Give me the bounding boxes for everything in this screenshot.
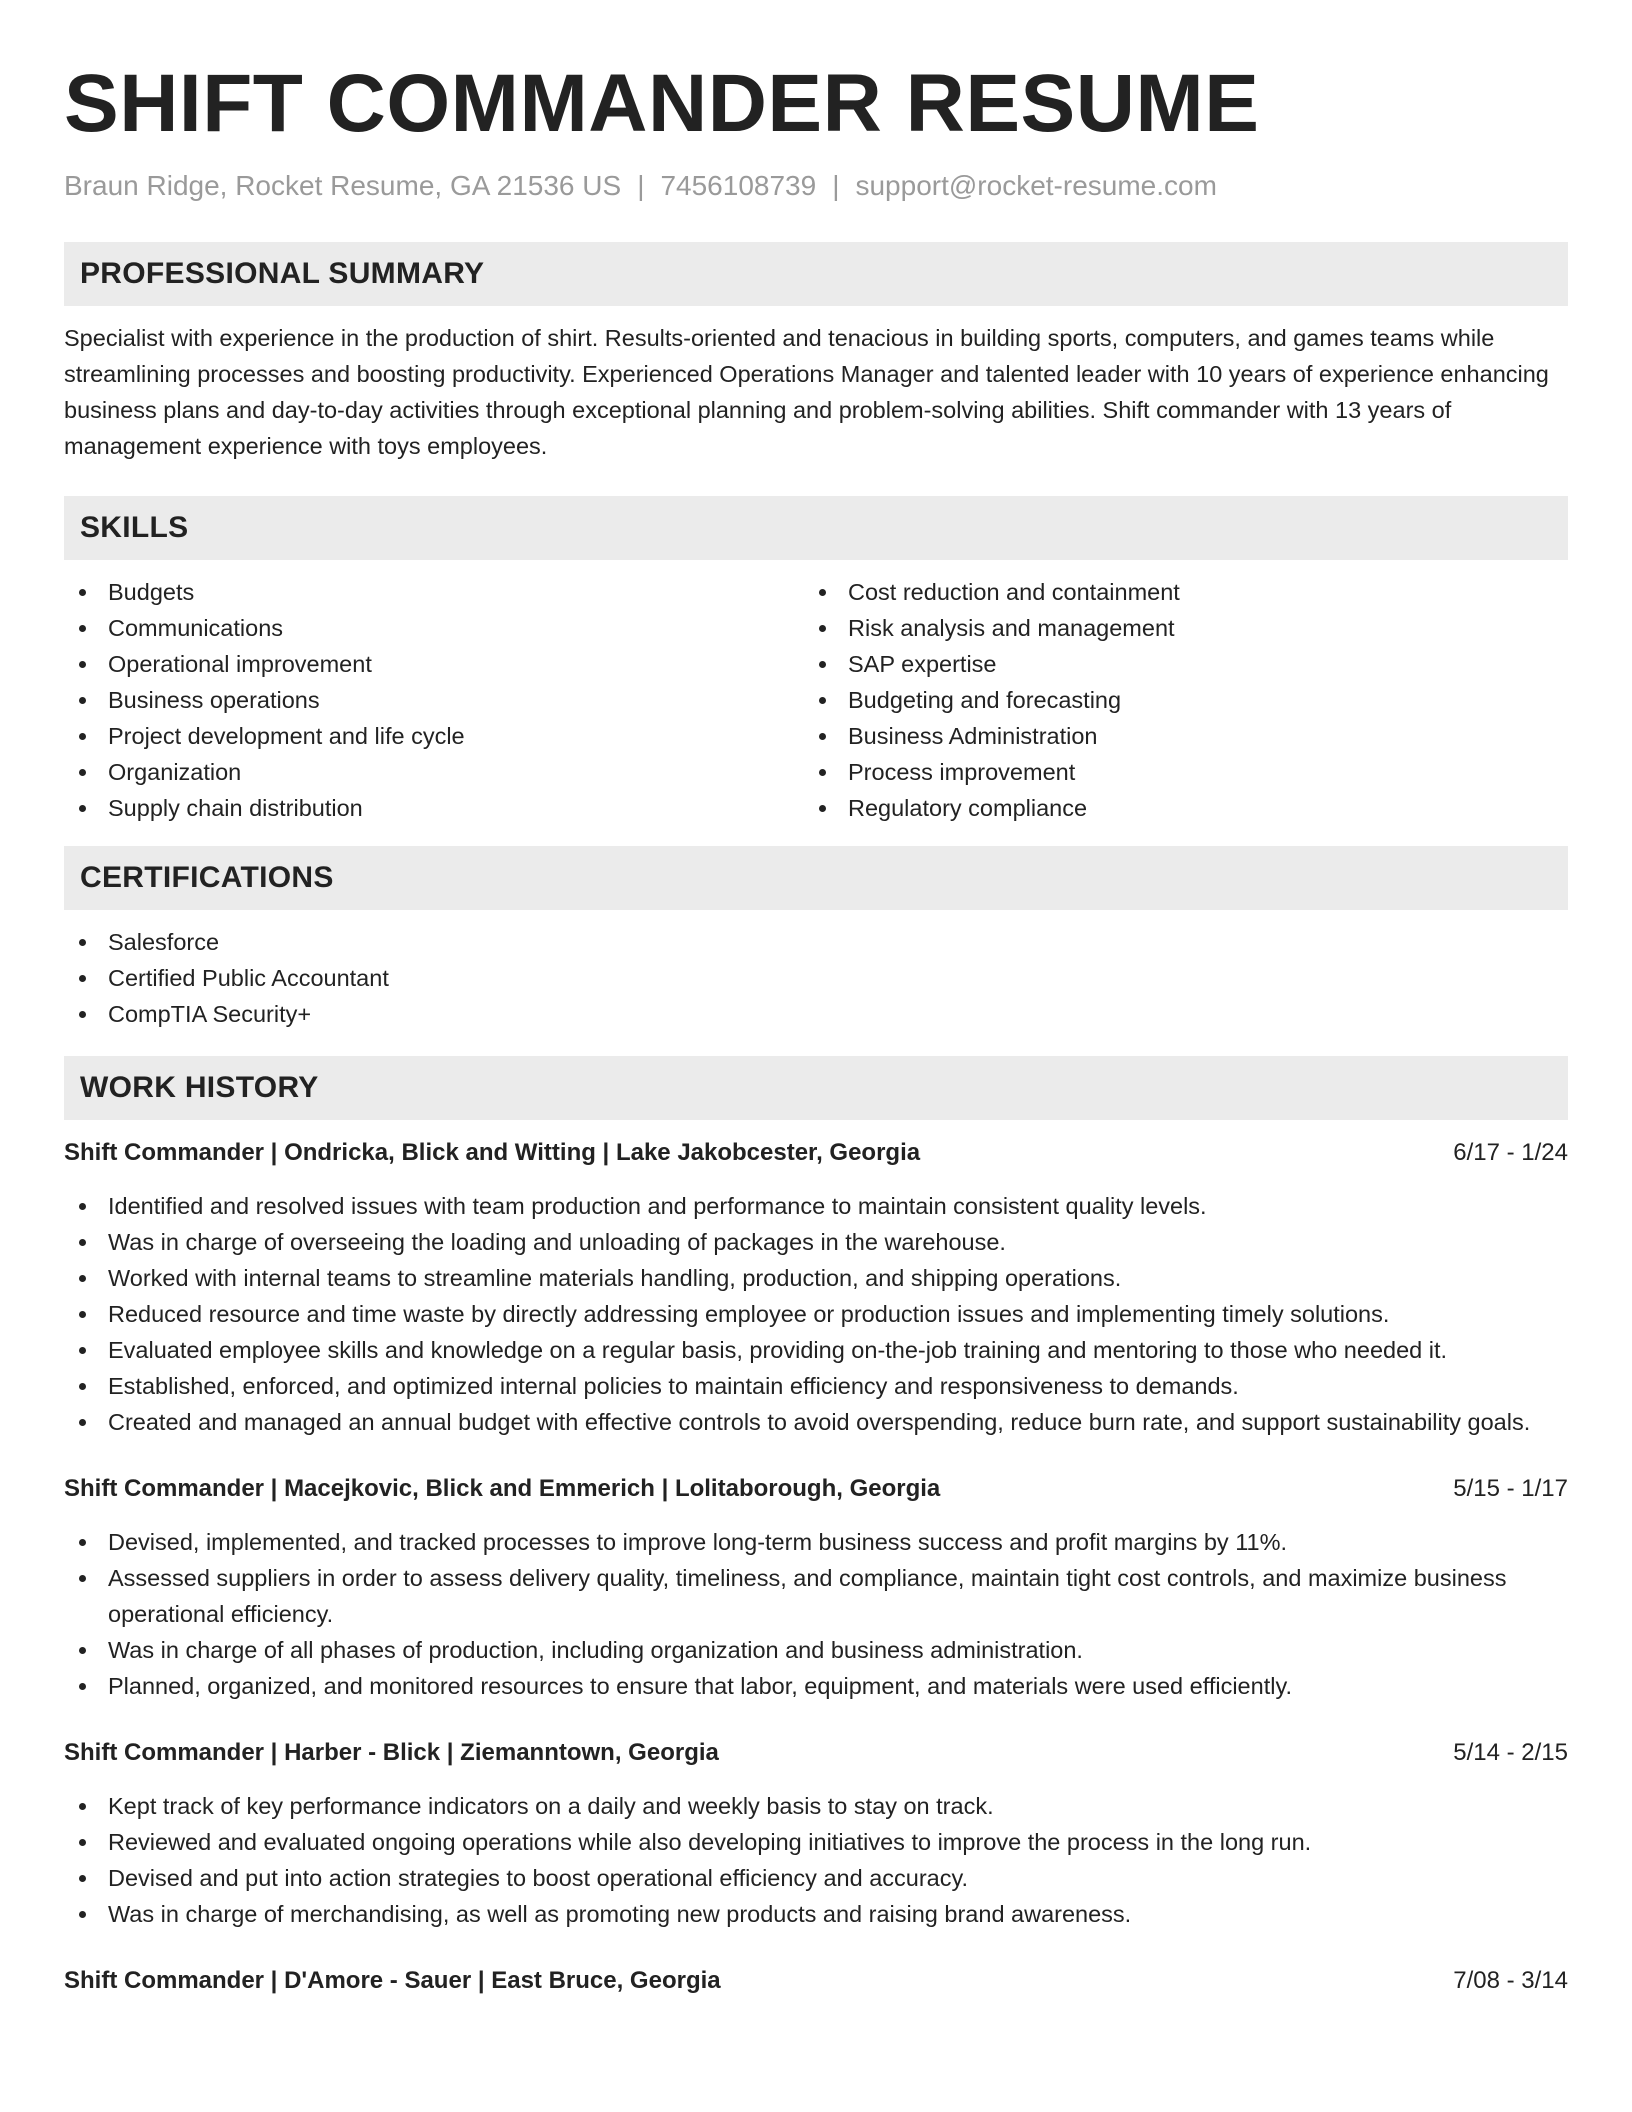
- skill-item: Cost reduction and containment: [804, 574, 1544, 610]
- certification-item: Certified Public Accountant: [64, 960, 1568, 996]
- job-dates: 5/15 - 1/17: [1453, 1475, 1568, 1502]
- skill-item: Project development and life cycle: [64, 718, 804, 754]
- skill-item: Budgeting and forecasting: [804, 682, 1544, 718]
- job-bullet: Was in charge of merchandising, as well as promoting new products and raising brand awareness.: [64, 1896, 1568, 1932]
- contact-separator: |: [832, 170, 840, 201]
- skill-item: Business Administration: [804, 718, 1544, 754]
- summary-text: Specialist with experience in the production of shirt. Results-oriented and tenacious in building sports, computers, and games teams while streamlining processes and boosting productivity. Experienced Operations Manager and talented leader with 10 years of experience enhancing business plans and day-to-day activities through exceptional planning and problem-solving abilities. Shift commander with 13 years of management experience with toys employees.: [64, 325, 1549, 459]
- resume-title: SHIFT COMMANDER RESUME: [64, 58, 1260, 149]
- contact-email: support@rocket-resume.com: [855, 170, 1217, 201]
- job-entry: [64, 1472, 1568, 1704]
- job-entry: [64, 1964, 1568, 1998]
- skill-item: Budgets: [64, 574, 804, 610]
- job-dates: 5/14 - 2/15: [1453, 1739, 1568, 1766]
- skill-item: Supply chain distribution: [64, 790, 804, 826]
- contact-address: Braun Ridge, Rocket Resume, GA 21536 US: [64, 170, 622, 201]
- job-title: Shift Commander | Harber - Blick | Ziemanntown, Georgia: [64, 1739, 719, 1766]
- skills-list-left: [64, 574, 804, 826]
- job-bullet: Reviewed and evaluated ongoing operations while also developing initiatives to improve the process in the long run.: [64, 1824, 1568, 1860]
- skill-item: Communications: [64, 610, 804, 646]
- skill-item: Business operations: [64, 682, 804, 718]
- job-title: Shift Commander | D'Amore - Sauer | East Bruce, Georgia: [64, 1967, 721, 1994]
- job-title: Shift Commander | Ondricka, Blick and Witting | Lake Jakobcester, Georgia: [64, 1139, 921, 1166]
- job-bullet: Was in charge of overseeing the loading and unloading of packages in the warehouse.: [64, 1224, 1568, 1260]
- job-header: [64, 1136, 1568, 1170]
- job-bullets: [64, 1188, 1568, 1440]
- certifications-list: [64, 924, 1568, 1032]
- skill-item: Process improvement: [804, 754, 1544, 790]
- job-bullets: [64, 1524, 1568, 1704]
- job-bullet: Evaluated employee skills and knowledge on a regular basis, providing on-the-job training and mentoring to those who needed it.: [64, 1332, 1568, 1368]
- job-bullet: Kept track of key performance indicators on a daily and weekly basis to stay on track.: [64, 1788, 1568, 1824]
- job-bullet: Devised and put into action strategies to boost operational efficiency and accuracy.: [64, 1860, 1568, 1896]
- job-header: [64, 1472, 1568, 1506]
- contact-phone: 7456108739: [660, 170, 817, 201]
- job-bullet: Created and managed an annual budget with effective controls to avoid overspending, reduce burn rate, and support sustainability goals.: [64, 1404, 1568, 1440]
- section-header-skills: SKILLS: [64, 496, 1568, 560]
- job-bullets: [64, 1788, 1568, 1932]
- job-bullet: Established, enforced, and optimized internal policies to maintain efficiency and responsiveness to demands.: [64, 1368, 1568, 1404]
- skill-item: Operational improvement: [64, 646, 804, 682]
- certification-item: CompTIA Security+: [64, 996, 1568, 1032]
- job-bullet: Planned, organized, and monitored resources to ensure that labor, equipment, and materials were used efficiently.: [64, 1668, 1568, 1704]
- job-dates: 6/17 - 1/24: [1453, 1139, 1568, 1166]
- certification-item: Salesforce: [64, 924, 1568, 960]
- job-bullet: Reduced resource and time waste by directly addressing employee or production issues and implementing timely solutions.: [64, 1296, 1568, 1332]
- job-header: [64, 1964, 1568, 1998]
- section-header-summary: PROFESSIONAL SUMMARY: [64, 242, 1568, 306]
- job-entry: [64, 1136, 1568, 1440]
- skills-grid: [64, 574, 1568, 826]
- job-header: [64, 1736, 1568, 1770]
- job-bullet: Devised, implemented, and tracked processes to improve long-term business success and profit margins by 11%.: [64, 1524, 1568, 1560]
- job-dates: 7/08 - 3/14: [1453, 1967, 1568, 1994]
- skill-item: Risk analysis and management: [804, 610, 1544, 646]
- job-bullet: Identified and resolved issues with team production and performance to maintain consistent quality levels.: [64, 1188, 1568, 1224]
- contact-separator: |: [637, 170, 645, 201]
- skills-list-right: [804, 574, 1544, 826]
- skill-item: Regulatory compliance: [804, 790, 1544, 826]
- job-bullet: Assessed suppliers in order to assess delivery quality, timeliness, and compliance, maintain tight cost controls, and maximize business operational efficiency.: [64, 1560, 1568, 1632]
- skill-item: Organization: [64, 754, 804, 790]
- job-bullet: Was in charge of all phases of production, including organization and business administration.: [64, 1632, 1568, 1668]
- job-entry: [64, 1736, 1568, 1932]
- section-header-certifications: CERTIFICATIONS: [64, 846, 1568, 910]
- job-title: Shift Commander | Macejkovic, Blick and Emmerich | Lolitaborough, Georgia: [64, 1475, 941, 1502]
- skill-item: SAP expertise: [804, 646, 1544, 682]
- job-bullet: Worked with internal teams to streamline materials handling, production, and shipping operations.: [64, 1260, 1568, 1296]
- contact-line: [64, 168, 1568, 204]
- section-header-work-history: WORK HISTORY: [64, 1056, 1568, 1120]
